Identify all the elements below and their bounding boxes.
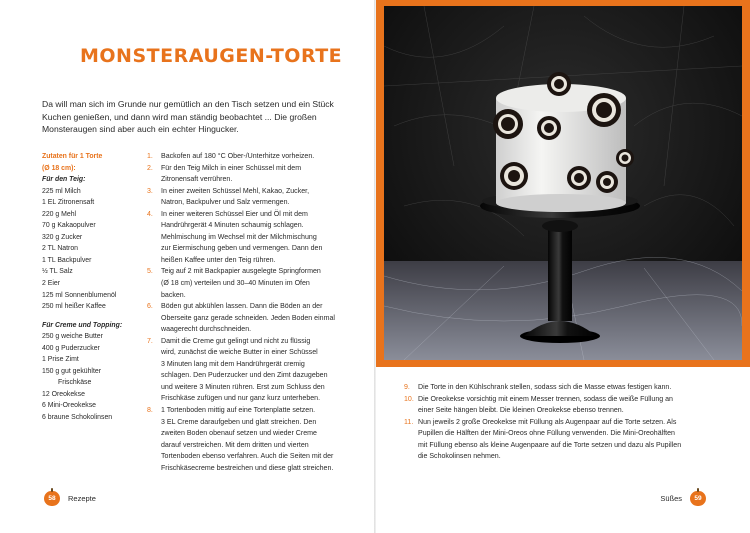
cake-illustration (384, 6, 742, 360)
ingredients-size: (Ø 18 cm): (42, 164, 76, 172)
step-item (147, 151, 357, 163)
ingredient-item: 125 ml Sonnenblumenöl (42, 291, 117, 299)
step-text: Backofen auf 180 °C Ober-/Unterhitze vorheizen. (161, 153, 315, 160)
step-item (404, 382, 724, 394)
ingredient-item: 320 g Zucker (42, 233, 83, 241)
step-number: 11. (404, 418, 414, 426)
ingredient-item: 70 g Kakaopulver (42, 222, 96, 230)
step-number: 4. (147, 210, 153, 218)
step-number: 2. (147, 164, 153, 172)
ingredient-item: 250 ml heißer Kaffee (42, 303, 106, 311)
ingredient-item: 2 Eier (42, 280, 61, 288)
section-label: Rezepte (68, 494, 96, 503)
step-text: Nun jeweils 2 große Oreokekse mit Füllung als Augenpaar auf die Torte setzen. Als Pupillen die Hälften der Mini-Oreos ohne Füllung verwenden. Die Mini-Oreohälften mit Füllung ebenso als kleine Augenpaare auf die Torte setzen und dazu als Pupillen die Schokolinsen nehmen. (418, 418, 682, 461)
step-item (404, 394, 724, 417)
page-footer-left (44, 491, 96, 506)
step-item (147, 163, 357, 186)
step-text: 1 Tortenboden mittig auf eine Tortenplatte setzen. 3 EL Creme daraufgeben und glatt streichen. Den zweiten Boden obenauf setzen und wieder Creme darauf verstreichen. Mit dem dritten und vierten Tortenboden ebenso verfahren. Auch die Seiten mit der Frischkäsecreme bestreichen und diese glatt streichen. (161, 407, 334, 472)
cake-photo (384, 6, 742, 360)
step-number: 3. (147, 187, 153, 195)
step-number: 5. (147, 268, 153, 276)
step-number: 8. (147, 407, 153, 415)
step-item (147, 405, 357, 474)
ingredients-list (42, 151, 138, 424)
step-number: 6. (147, 303, 153, 311)
step-number: 10. (404, 395, 414, 403)
step-item (147, 209, 357, 267)
pumpkin-page-icon (44, 491, 60, 506)
steps-list-left (147, 151, 357, 474)
step-item (147, 186, 357, 209)
ingredient-item: Frischkäse (58, 379, 92, 387)
ingredient-item: 6 braune Schokolinsen (42, 414, 113, 422)
page-number: 59 (694, 495, 702, 502)
ingredient-spacer (42, 313, 138, 320)
ingredient-item: 2 TL Natron (42, 245, 79, 253)
ingredient-item: 1 TL Backpulver (42, 256, 92, 264)
step-item (147, 266, 357, 301)
step-item (147, 336, 357, 405)
ingredient-item: 220 g Mehl (42, 210, 77, 218)
step-number: 1. (147, 153, 153, 160)
dough-header: Für den Teig: (42, 176, 86, 184)
ingredient-item: 1 EL Zitronensaft (42, 199, 95, 207)
ingredients-header: Zutaten für 1 Torte (42, 153, 103, 160)
step-text: Die Oreokekse vorsichtig mit einem Messer trennen, sodass die weiße Füllung an einer Seite hängen bleibt. Die kleinen Oreokekse ebenso trennen. (418, 395, 673, 415)
pumpkin-page-icon (690, 491, 706, 506)
ingredient-item: ½ TL Salz (42, 268, 73, 276)
ingredient-item: 225 ml Milch (42, 187, 81, 195)
recipe-intro: Da will man sich im Grunde nur gemütlich an den Tisch setzen und ein Stück Kuchen genießen, und dann wird man ständig beobachtet ... Die großen Monsteraugen sind aber auch ein echter Hingucker. (42, 99, 334, 135)
recipe-title: MONSTERAUGEN-TORTE (80, 45, 343, 67)
page-footer-right (660, 491, 706, 506)
ingredient-item: 6 Mini-Oreokekse (42, 402, 96, 410)
step-text: Die Torte in den Kühlschrank stellen, sodass sich die Masse etwas festigen kann. (418, 384, 672, 391)
steps-list-right (404, 382, 724, 463)
step-text: In einer zweiten Schüssel Mehl, Kakao, Zucker, Natron, Backpulver und Salz vermengen. (161, 187, 310, 207)
step-text: Böden gut abkühlen lassen. Dann die Böden an der Oberseite ganz gerade schneiden. Jeden Boden einmal waagerecht durchschneiden. (161, 303, 335, 334)
step-text: Teig auf 2 mit Backpapier ausgelegte Springformen (Ø 18 cm) verteilen und 30–40 Minuten im Ofen backen. (161, 268, 321, 299)
ingredient-item: 12 Oreokekse (42, 390, 85, 398)
ingredient-item: 150 g gut gekühlter (42, 367, 101, 375)
step-number: 9. (404, 384, 410, 391)
ingredient-item: 1 Prise Zimt (42, 356, 79, 364)
step-item (404, 417, 724, 463)
step-text: In einer weiteren Schüssel Eier und Öl mit dem Handrührgerät 4 Minuten schaumig schlagen. Mehlmischung im Wechsel mit der Milchmischung zur Eiermischung geben und vermengen. Dann den heißen Kaffee unter den Teig rühren. (161, 210, 323, 264)
step-item (147, 301, 357, 336)
ingredient-item: 400 g Puderzucker (42, 344, 100, 352)
ingredient-item: 250 g weiche Butter (42, 333, 103, 341)
step-text: Für den Teig Milch in einer Schüssel mit dem Zitronensaft verrühren. (161, 164, 302, 184)
section-label: Süßes (660, 494, 682, 503)
photo-frame (376, 0, 750, 367)
cream-header: Für Creme und Topping: (42, 321, 123, 329)
page-number: 58 (48, 495, 56, 502)
step-number: 7. (147, 337, 153, 345)
step-text: Damit die Creme gut gelingt und nicht zu flüssig wird, zunächst die weiche Butter in einer Schüssel 3 Minuten lang mit dem Handrührgerät cremig schlagen. Den Puderzucker und den Zimt dazugeben und weitere 3 Minuten rühren. Erst zum Schluss den Frischkäse zufügen und nur ganz kurz unterheben. (161, 337, 328, 403)
